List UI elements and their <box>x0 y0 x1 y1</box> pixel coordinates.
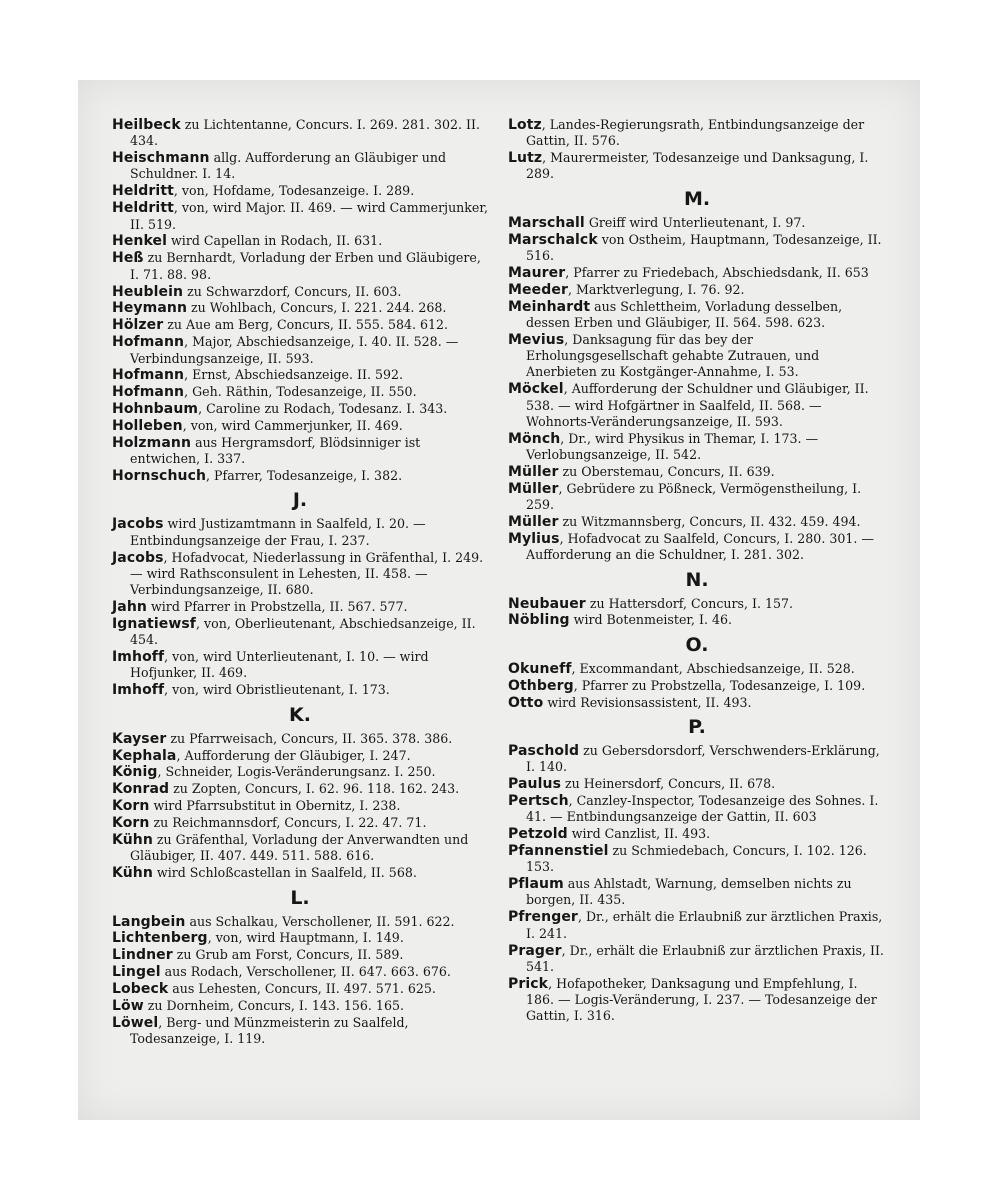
entry-text: , Dr., erhält die Erlaubniß zur ärztlichen Praxis, I. 241. <box>526 909 883 941</box>
entry-text: , Major, Abschiedsanzeige, I. 40. II. 528. — Verbindungsanzeige, II. 593. <box>130 334 459 366</box>
index-entry <box>112 200 488 233</box>
index-entry <box>508 826 886 842</box>
section-l-continued-entries <box>508 117 886 183</box>
index-entry <box>112 998 488 1014</box>
index-entry <box>508 976 886 1025</box>
entry-text: , Aufforderung der Schuldner und Gläubiger, II. 538. — wird Hofgärtner in Saalfeld, II. 568. — Wohnorts-Veränderungsanzeige, II. 593. <box>526 381 869 429</box>
entry-text: zu Dornheim, Concurs, I. 143. 156. 165. <box>143 997 404 1013</box>
entry-headword: Heilbeck <box>112 117 181 133</box>
entry-text: , Danksagung für das bey der Erholungsgesellschaft gehabte Zutrauen, und Anerbieten zu Kostgänger-Annahme, I. 53. <box>526 331 820 380</box>
entry-text: zu Gräfenthal, Vorladung der Anverwandten und Gläubiger, II. 407. 449. 511. 588. 616. <box>130 832 469 864</box>
entry-headword: Marschalck <box>508 231 598 248</box>
entry-text: , Hofapotheker, Danksagung und Empfehlung, I. 186. — Logis-Veränderung, I. 237. — Todesanzeige der Gattin, I. 316. <box>526 975 877 1024</box>
entry-text: aus Schalkau, Verschollener, II. 591. 622. <box>185 913 455 929</box>
index-entry <box>112 930 488 946</box>
index-entry <box>112 117 488 150</box>
index-entry <box>112 334 488 367</box>
index-entry <box>508 514 886 530</box>
index-entry <box>508 612 886 628</box>
index-entry <box>112 384 488 400</box>
entry-headword: Ignatiewsf <box>112 616 196 632</box>
entry-text: zu Oberstemau, Concurs, II. 639. <box>558 463 775 479</box>
section-l-entries <box>112 914 488 1048</box>
entry-text: zu Bernhardt, Vorladung der Erben und Gläubigere, I. 71. 88. 98. <box>130 250 481 282</box>
entry-text: , Marktverlegung, I. 76. 92. <box>567 281 745 297</box>
index-entry <box>112 815 488 831</box>
entry-headword: Petzold <box>508 826 568 843</box>
entry-text: , von, wird Unterlieutenant, I. 10. — wird Hofjunker, II. 469. <box>130 649 429 681</box>
index-entry <box>508 332 886 381</box>
entry-text: , Dr., wird Physikus in Themar, I. 173. — Verlobungsanzeige, II. 542. <box>526 430 819 463</box>
entry-headword: Kephala <box>112 747 177 764</box>
index-entry <box>508 793 886 826</box>
entry-text: , Ernst, Abschiedsanzeige. II. 592. <box>184 367 404 383</box>
entry-headword: König <box>112 764 158 781</box>
section-o-entries <box>508 661 886 711</box>
entry-headword: Kühn <box>112 832 153 849</box>
entry-text: zu Witzmannsberg, Concurs, II. 432. 459. 494. <box>558 514 861 530</box>
entry-text: , Canzley-Inspector, Todesanzeige des Sohnes. I. 41. — Entbindungsanzeige der Gattin, II. 603 <box>526 792 879 825</box>
entry-headword: Lobeck <box>112 981 169 998</box>
index-entry <box>508 678 886 694</box>
entry-text: wird Schloßcastellan in Saalfeld, II. 568. <box>152 865 417 881</box>
entry-headword: Marschall <box>508 214 585 231</box>
entry-text: aus Schlettheim, Vorladung desselben, dessen Erben und Gläubiger, II. 564. 598. 623. <box>526 298 843 330</box>
entry-text: , von, Hofdame, Todesanzeige. I. 289. <box>173 183 415 199</box>
entry-text: , Maurermeister, Todesanzeige und Danksagung, I. 289. <box>526 150 869 182</box>
index-entry <box>112 964 488 980</box>
entry-text: , Geh. Räthin, Todesanzeige, II. 550. <box>184 384 417 400</box>
entry-headword: Lotz <box>508 117 542 133</box>
entry-text: , von, wird Hauptmann, I. 149. <box>207 930 404 946</box>
index-column-right <box>508 117 886 1025</box>
entry-text: , Gebrüdere zu Pößneck, Vermögenstheilung, I. 259. <box>526 480 862 513</box>
index-entry <box>508 150 886 183</box>
index-entry <box>112 401 488 417</box>
entry-headword: Holzmann <box>112 434 192 451</box>
entry-text: , von, wird Cammerjunker, II. 469. <box>182 418 403 434</box>
index-entry <box>508 232 886 265</box>
entry-text: , von, Oberlieutenant, Abschiedsanzeige, II. 454. <box>130 616 476 648</box>
entry-text: zu Grub am Forst, Concurs, II. 589. <box>172 947 404 963</box>
index-entry <box>112 649 488 682</box>
section-p-entries <box>508 743 886 1025</box>
index-entry <box>112 435 488 468</box>
entry-headword: Hofmann <box>112 384 185 401</box>
index-entry <box>508 265 886 281</box>
entry-text: zu Lichtentanne, Concurs. I. 269. 281. 302. II. 434. <box>130 117 480 149</box>
entry-headword: Heldritt <box>112 200 174 217</box>
entry-headword: Müller <box>508 463 559 480</box>
entry-text: zu Zopten, Concurs, I. 62. 96. 118. 162. 243. <box>169 781 460 797</box>
entry-text: , Dr., erhält die Erlaubniß zur ärztlichen Praxis, II. 541. <box>526 942 884 974</box>
index-entry <box>508 743 886 776</box>
entry-headword: Pertsch <box>508 792 569 809</box>
entry-headword: Pfrenger <box>508 909 578 926</box>
entry-headword: Holleben <box>112 418 183 435</box>
index-entry <box>508 843 886 876</box>
entry-text: zu Schwarzdorf, Concurs, II. 603. <box>183 283 402 299</box>
index-entry <box>112 233 488 249</box>
entry-headword: Meeder <box>508 281 568 298</box>
entry-text: allg. Aufforderung an Gläubiger und Schuldner. I. 14. <box>130 150 447 182</box>
entry-text: zu Heinersdorf, Concurs, II. 678. <box>561 776 776 791</box>
entry-headword: Müller <box>508 480 559 497</box>
entry-headword: Heldritt <box>112 183 174 200</box>
entry-text: zu Pfarrweisach, Concurs, II. 365. 378. 386. <box>166 730 453 746</box>
entry-headword: Nöbling <box>508 612 570 629</box>
index-entry <box>112 764 488 780</box>
index-entry <box>508 299 886 332</box>
index-entry <box>508 381 886 430</box>
entry-headword: Korn <box>112 798 150 815</box>
entry-text: , Hofadvocat zu Saalfeld, Concurs, I. 280. 301. — Aufforderung an die Schuldner, I. 281. 302. <box>526 530 874 563</box>
entry-headword: Müller <box>508 514 559 531</box>
index-entry <box>112 418 488 434</box>
entry-headword: Korn <box>112 815 150 832</box>
index-entry <box>112 250 488 283</box>
entry-headword: Pflaum <box>508 876 564 893</box>
section-letter-j: J. <box>292 489 308 512</box>
entry-headword: Jacobs <box>112 549 164 566</box>
entry-text: , Hofadvocat, Niederlassung in Gräfenthal, I. 249. — wird Rathsconsulent in Lehesten, II. 458. — Verbindungsanzeige, II. 680. <box>130 549 484 598</box>
entry-headword: Jahn <box>112 599 147 616</box>
section-j-entries <box>112 516 488 698</box>
entry-headword: Löwel <box>112 1014 159 1031</box>
entry-headword: Mevius <box>508 331 565 348</box>
entry-text: zu Reichmannsdorf, Concurs, I. 22. 47. 71. <box>149 815 427 831</box>
index-entry <box>112 599 488 615</box>
entry-headword: Prick <box>508 975 549 992</box>
index-entry <box>112 865 488 881</box>
entry-headword: Hölzer <box>112 317 164 334</box>
entry-headword: Hornschuch <box>112 468 207 485</box>
section-letter-m: M. <box>683 187 711 210</box>
entry-headword: Otto <box>508 694 544 711</box>
entry-headword: Maurer <box>508 264 566 281</box>
index-entry <box>508 876 886 909</box>
index-entry <box>508 776 886 792</box>
entry-text: , Caroline zu Rodach, Todesanz. I. 343. <box>198 401 448 417</box>
entry-headword: Lichtenberg <box>112 930 208 947</box>
section-h-entries <box>112 117 488 484</box>
entry-text: zu Hattersdorf, Concurs, I. 157. <box>585 595 794 611</box>
index-entry <box>508 695 886 711</box>
entry-headword: Neubauer <box>508 595 586 612</box>
index-entry <box>508 215 886 231</box>
entry-text: , Landes-Regierungsrath, Entbindungsanzeige der Gattin, II. 576. <box>526 117 865 149</box>
index-entry <box>112 731 488 747</box>
entry-text: aus Lehesten, Concurs, II. 497. 571. 625. <box>168 981 436 997</box>
index-entry <box>508 481 886 514</box>
index-entry <box>112 832 488 865</box>
index-entry <box>112 150 488 183</box>
entry-text: wird Pfarrsubstitut in Obernitz, I. 238. <box>149 798 401 814</box>
entry-text: , Schneider, Logis-Veränderungsanz. I. 250. <box>157 764 436 780</box>
index-entry <box>508 531 886 564</box>
index-column-left <box>112 117 488 1048</box>
entry-headword: Paulus <box>508 776 561 792</box>
entry-text: aus Hergramsdorf, Blödsinniger ist entwichen, I. 337. <box>130 434 421 467</box>
entry-headword: Kühn <box>112 865 153 882</box>
entry-headword: Paschold <box>508 742 580 759</box>
entry-headword: Heß <box>112 250 144 267</box>
entry-headword: Heischmann <box>112 150 210 167</box>
entry-headword: Hofmann <box>112 367 185 384</box>
index-entry <box>112 981 488 997</box>
entry-headword: Konrad <box>112 781 170 798</box>
entry-headword: Mönch <box>508 430 561 447</box>
entry-text: aus Ahlstadt, Warnung, demselben nichts zu borgen, II. 435. <box>526 876 852 908</box>
entry-text: wird Justizamtmann in Saalfeld, I. 20. — Entbindungsanzeige der Frau, I. 237. <box>130 516 426 548</box>
section-m-entries <box>508 215 886 564</box>
index-entry <box>112 468 488 484</box>
index-entry <box>112 682 488 698</box>
entry-text: wird Revisionsassistent, II. 493. <box>543 694 752 710</box>
index-entry <box>112 284 488 300</box>
index-entry <box>112 748 488 764</box>
entry-text: , Excommandant, Abschiedsanzeige, II. 528. <box>571 660 855 676</box>
entry-text: zu Gebersdorsdorf, Verschwenders-Erklärung, I. 140. <box>526 742 880 775</box>
entry-headword: Hohnbaum <box>112 401 199 418</box>
section-k-entries <box>112 731 488 882</box>
entry-headword: Kayser <box>112 730 167 747</box>
index-entry <box>508 596 886 612</box>
entry-headword: Meinhardt <box>508 298 591 315</box>
index-entry <box>112 1015 488 1048</box>
entry-text: Greiff wird Unterlieutenant, I. 97. <box>584 214 806 230</box>
entry-text: wird Pfarrer in Probstzella, II. 567. 577. <box>147 599 408 615</box>
entry-headword: Langbein <box>112 913 186 930</box>
index-entry <box>112 781 488 797</box>
index-entry <box>112 798 488 814</box>
entry-headword: Othberg <box>508 677 574 694</box>
entry-headword: Löw <box>112 997 144 1014</box>
entry-headword: Jacobs <box>112 516 164 533</box>
entry-text: zu Aue am Berg, Concurs, II. 555. 584. 612. <box>163 317 449 333</box>
section-n-entries <box>508 596 886 629</box>
index-entry <box>112 516 488 549</box>
section-letter-o: O. <box>685 633 709 656</box>
entry-text: von Ostheim, Hauptmann, Todesanzeige, II. 516. <box>526 231 882 263</box>
entry-headword: Lutz <box>508 150 543 167</box>
entry-headword: Pfannenstiel <box>508 842 609 859</box>
entry-headword: Lingel <box>112 964 161 981</box>
entry-headword: Möckel <box>508 381 564 398</box>
section-letter-n: N. <box>685 568 709 591</box>
entry-text: , von, wird Obristlieutenant, I. 173. <box>164 682 390 698</box>
entry-headword: Hofmann <box>112 334 185 351</box>
index-entry <box>112 550 488 599</box>
entry-headword: Lindner <box>112 947 173 964</box>
entry-headword: Okuneff <box>508 660 572 677</box>
index-entry <box>508 943 886 976</box>
index-entry <box>112 300 488 316</box>
entry-headword: Heymann <box>112 300 188 317</box>
entry-text: wird Canzlist, II. 493. <box>567 826 711 842</box>
entry-text: , Aufforderung der Gläubiger, I. 247. <box>176 747 411 763</box>
index-entry <box>508 661 886 677</box>
index-entry <box>112 947 488 963</box>
index-entry <box>112 183 488 199</box>
section-letter-l: L. <box>290 886 310 909</box>
entry-text: , Berg- und Münzmeisterin zu Saalfeld, Todesanzeige, I. 119. <box>130 1014 409 1047</box>
entry-text: zu Wohlbach, Concurs, I. 221. 244. 268. <box>187 300 447 316</box>
entry-headword: Henkel <box>112 233 168 250</box>
section-letter-k: K. <box>289 703 311 726</box>
index-entry <box>112 317 488 333</box>
index-entry <box>112 914 488 930</box>
index-entry <box>508 431 886 464</box>
entry-text: , Pfarrer, Todesanzeige, I. 382. <box>206 468 403 484</box>
entry-text: , Pfarrer zu Friedebach, Abschiedsdank, II. 653 <box>565 264 869 280</box>
index-entry <box>508 909 886 942</box>
entry-headword: Imhoff <box>112 649 165 666</box>
entry-headword: Heublein <box>112 283 184 300</box>
index-entry <box>112 367 488 383</box>
entry-headword: Imhoff <box>112 682 165 699</box>
entry-text: , Pfarrer zu Probstzella, Todesanzeige, I. 109. <box>573 677 866 693</box>
entry-text: zu Schmiedebach, Concurs, I. 102. 126. 153. <box>526 842 867 875</box>
section-letter-p: P. <box>688 715 706 738</box>
entry-text: wird Botenmeister, I. 46. <box>569 612 733 628</box>
index-entry <box>508 282 886 298</box>
entry-text: aus Rodach, Verschollener, II. 647. 663. 676. <box>160 964 451 980</box>
index-entry <box>508 117 886 150</box>
entry-text: wird Capellan in Rodach, II. 631. <box>167 233 383 249</box>
entry-text: , von, wird Major. II. 469. — wird Cammerjunker, II. 519. <box>130 200 489 232</box>
index-entry <box>508 464 886 480</box>
entry-headword: Mylius <box>508 530 560 547</box>
entry-headword: Prager <box>508 942 562 959</box>
index-entry <box>112 616 488 649</box>
